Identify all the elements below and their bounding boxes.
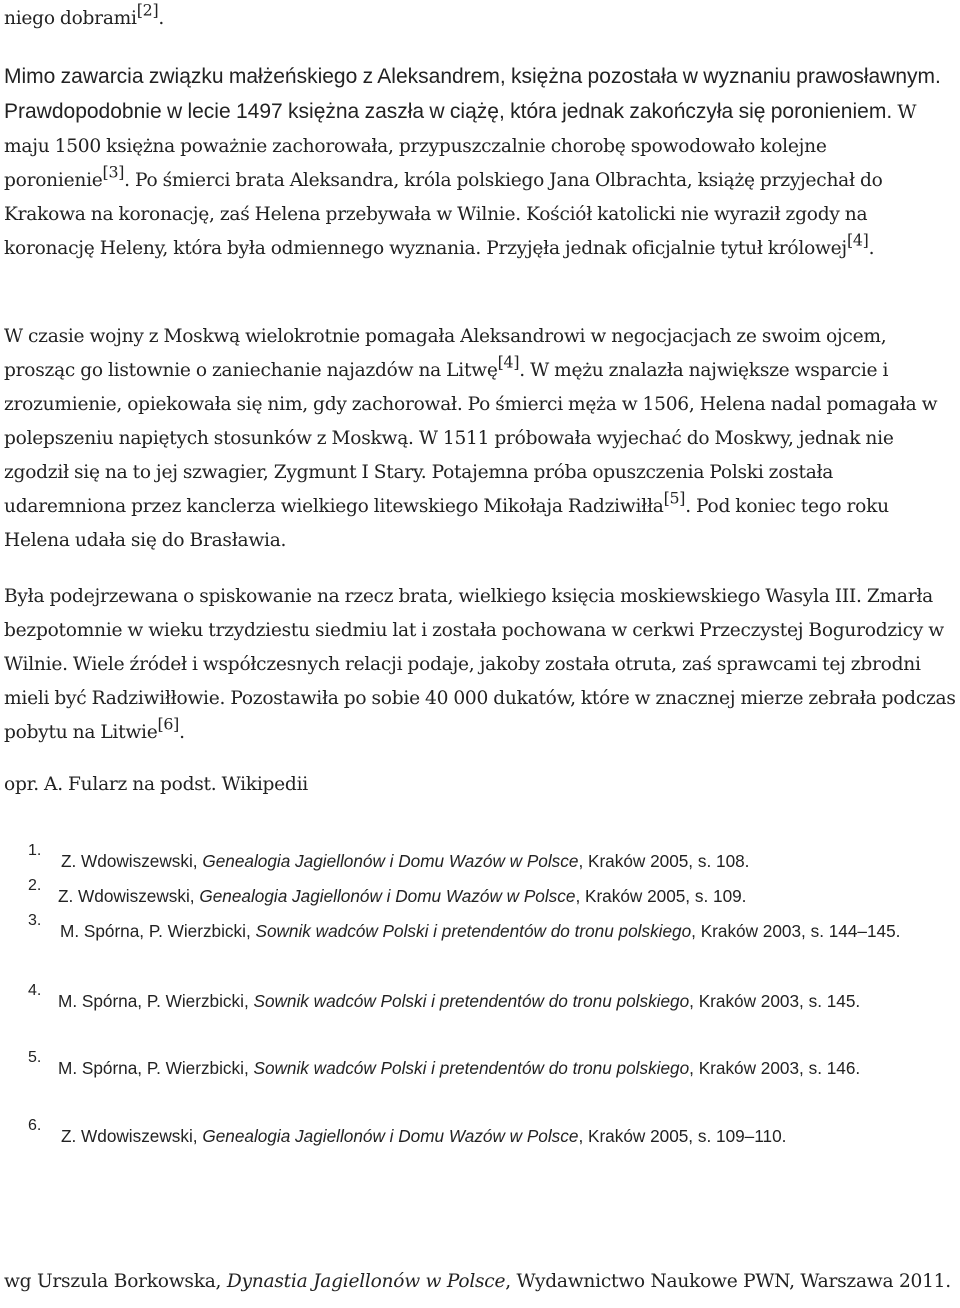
reference-details: , Kraków 2003, s. 145. xyxy=(689,991,861,1011)
paragraph-2-text-a: W czasie wojny z Moskwą wielokrotnie pomagała Aleksandrowi w negocjacjach ze swoim ojcem, prosząc go listownie o zaniechanie najazdów na Litwę xyxy=(4,326,887,381)
top-line-end: . xyxy=(158,8,165,29)
footnote-ref-4b[interactable]: [4] xyxy=(497,352,520,372)
paragraph-1-text-b: . Po śmierci brata Aleksandra, króla polskiego Jana Olbrachta, książę przyjechał do Krakowa na koronację, zaś Helena przebywała w Wilnie. Kościół katolicki nie wyraził zgody na koronację Heleny, która była odmiennego wyznania. Przyjęła jednak oficjalnie tytuł królowej xyxy=(4,170,883,259)
reference-authors: M. Spórna, P. Wierzbicki, xyxy=(58,991,254,1011)
paragraph-2-text-c: . Pod koniec tego roku Helena udała się do Brasławia. xyxy=(4,496,889,551)
reference-authors: M. Spórna, P. Wierzbicki, xyxy=(58,1058,254,1078)
paragraph-3-text-a: Była podejrzewana o spiskowanie na rzecz brata, wielkiego księcia moskiewskiego Wasyla III. Zmarła bezpotomnie w wieku trzydziestu siedmiu lat i została pochowana w cerkwi Przeczystej Bogurodzicy w Wilnie. Wiele źródeł i współczesnych relacji podaje, jakoby została otruta, zaś sprawcami tej zbrodni mieli być Radziwiłłowie. Pozostawiła po sobie 40 000 dukatów, które w znacznej mierze zebrała podczas pobytu na Litwie xyxy=(4,586,956,743)
reference-number: 1. xyxy=(28,842,42,859)
top-line-text: niego dobrami xyxy=(4,8,137,29)
paragraph-1-text-a: W maju 1500 księżna poważnie zachorowała, przypuszczalnie chorobę spowodowało kolejne poronienie xyxy=(4,102,917,191)
reference-authors: Z. Wdowiszewski, xyxy=(58,886,200,906)
paragraph-1 xyxy=(4,60,956,266)
paragraph-1-end: . xyxy=(868,238,875,259)
reference-title: Sownik wadców Polski i pretendentów do tronu polskiego xyxy=(253,991,690,1011)
reference-authors: Z. Wdowiszewski, xyxy=(61,851,203,871)
reference-authors: M. Spórna, P. Wierzbicki, xyxy=(60,921,256,941)
reference-title: Sownik wadców Polski i pretendentów do tronu polskiego xyxy=(255,921,692,941)
paragraph-3-end: . xyxy=(179,722,185,743)
reference-title: Genealogia Jagiellonów i Domu Wazów w Polsce xyxy=(199,886,576,906)
footnote-ref-4[interactable]: [4] xyxy=(846,230,869,250)
reference-details: , Kraków 2005, s. 109. xyxy=(575,886,747,906)
reference-text xyxy=(58,1050,948,1086)
reference-number: 3. xyxy=(28,912,42,929)
credit-line xyxy=(4,768,956,802)
reference-text xyxy=(58,983,948,1019)
footnote-ref-5[interactable]: [5] xyxy=(663,488,686,508)
reference-number: 6. xyxy=(28,1117,42,1134)
reference-text xyxy=(60,913,950,949)
footer-author: wg Urszula Borkowska, xyxy=(4,1270,227,1292)
reference-details: , Kraków 2005, s. 109–110. xyxy=(578,1126,787,1146)
footnote-ref-2[interactable]: [2] xyxy=(136,0,159,20)
paragraph-3 xyxy=(4,580,956,750)
reference-number: 4. xyxy=(28,982,42,999)
footnote-ref-6[interactable]: [6] xyxy=(157,714,180,734)
continued-text-line xyxy=(4,2,956,36)
paragraph-2-text-b: . W mężu znalazła największe wsparcie i zrozumienie, opiekowała się nim, gdy zachorował. Po śmierci męża w 1506, Helena nadal pomagała w polepszeniu napiętych stosunków z Moskwą. W 1511 próbowała wyjechać do Moskwy, jednak nie zgodził się na to jej szwagier, Zygmunt I Stary. Potajemna próba opuszczenia Polski została udaremniona przez kanclerza wielkiego litewskiego Mikołaja Radziwiłła xyxy=(4,360,938,517)
paragraph-1-intro: Mimo zawarcia związku małżeńskiego z Aleksandrem, księżna pozostała w wyznaniu prawosławnym. Prawdopodobnie w lecie 1497 księżna zaszła w ciążę, która jednak zakończyła się poronieniem. xyxy=(4,65,941,123)
footer-book-title: Dynastia Jagiellonów w Polsce xyxy=(226,1270,506,1292)
reference-details: , Kraków 2003, s. 146. xyxy=(689,1058,861,1078)
footer-publisher: , Wydawnictwo Naukowe PWN, Warszawa 2011. xyxy=(505,1270,951,1292)
footnote-ref-3[interactable]: [3] xyxy=(102,162,125,182)
reference-text xyxy=(61,843,960,879)
reference-details: , Kraków 2003, s. 144–145. xyxy=(691,921,901,941)
reference-number: 2. xyxy=(28,877,42,894)
reference-text xyxy=(61,1118,960,1154)
reference-text xyxy=(58,878,958,914)
reference-title: Sownik wadców Polski i pretendentów do tronu polskiego xyxy=(253,1058,690,1078)
reference-authors: Z. Wdowiszewski, xyxy=(61,1126,203,1146)
reference-details: , Kraków 2005, s. 108. xyxy=(578,851,750,871)
credit-text: opr. A. Fularz na podst. Wikipedii xyxy=(4,774,308,795)
reference-title: Genealogia Jagiellonów i Domu Wazów w Polsce xyxy=(202,1126,579,1146)
reference-title: Genealogia Jagiellonów i Domu Wazów w Polsce xyxy=(202,851,579,871)
reference-number: 5. xyxy=(28,1049,42,1066)
source-footer xyxy=(4,1265,956,1299)
paragraph-2 xyxy=(4,320,956,558)
